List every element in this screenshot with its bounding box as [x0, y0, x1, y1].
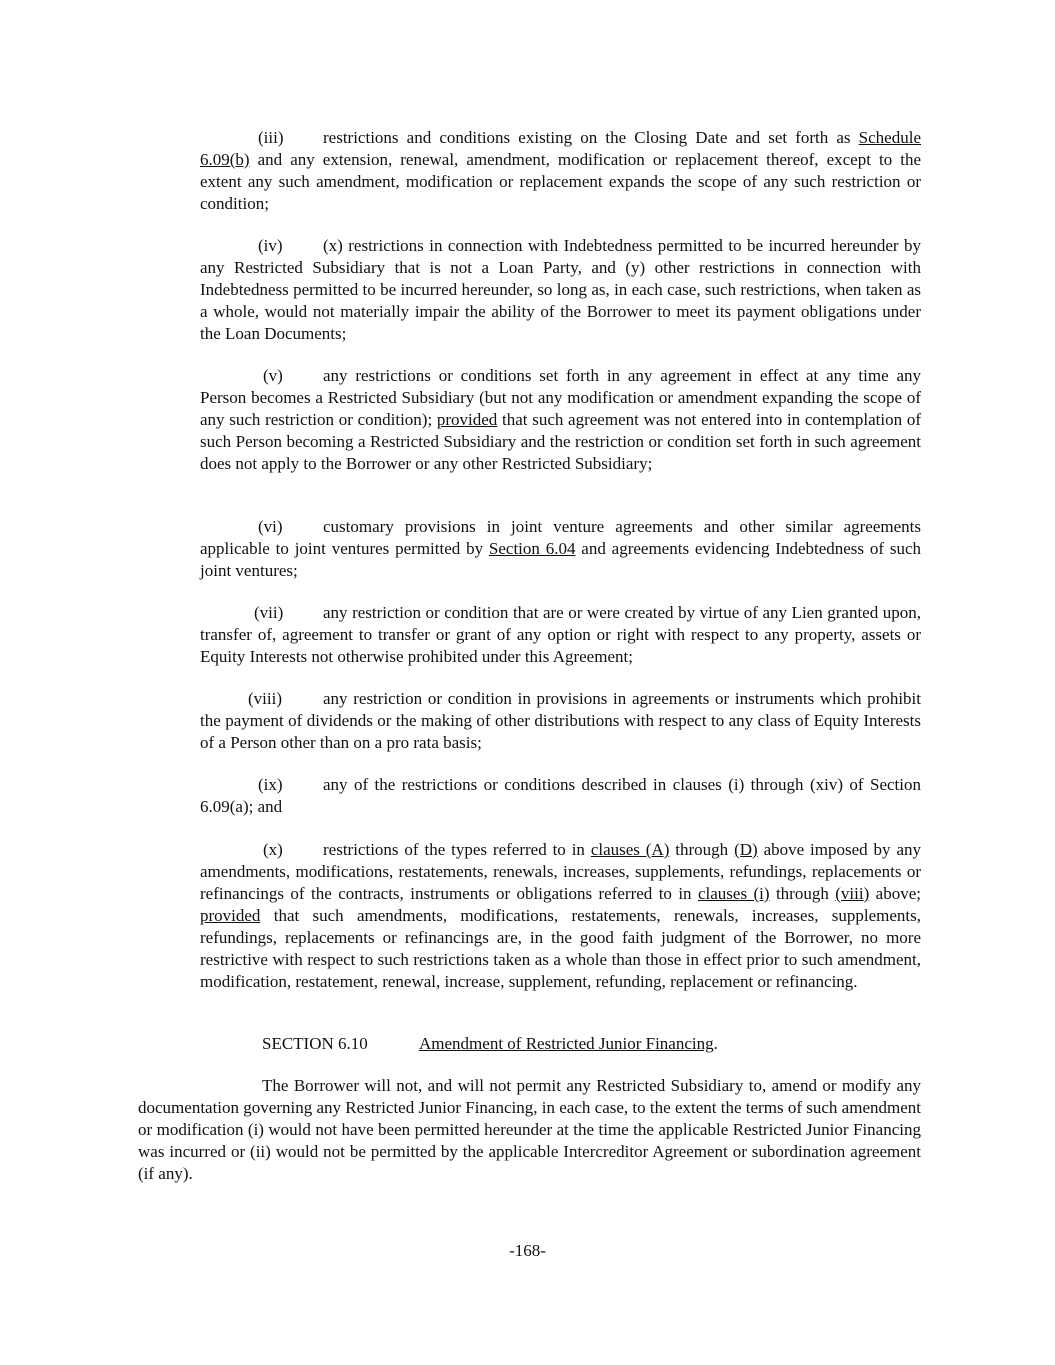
clause-text: (x) restrictions in connection with Indebtedness permitted to be incurred hereunder by any Restricted Subsidiary that is not a Loan Party, and (y) other restrictions in connection with Indebtedness permitted to be incurred hereunder, so long as, in each case, such restrictions, when taken as a whole, would not materially impair the ability of the Borrower to meet its payment obligations under the Loan Documents;: [200, 236, 921, 343]
clause-number: (viii): [248, 689, 282, 708]
clause-text: through: [769, 884, 836, 903]
section-body-paragraph: The Borrower will not, and will not permit any Restricted Subsidiary to, amend or modify any documentation governing any Restricted Junior Financing, in each case, to the extent the terms of such amendment or modification (i) would not have been permitted hereunder at the time the applicable Restricted Junior Financing was incurred or (ii) would not be permitted by the applicable Intercreditor Agreement or subordination agreement (if any).: [138, 1076, 921, 1183]
clause-number: (iv): [258, 236, 283, 255]
clause-text: that such agreement was not entered into in contemplation of such Person becoming a Restricted Subsidiary and the restriction or condition set forth in such agreement does not apply to the Borrower or any other Restricted Subsidiary;: [200, 410, 921, 473]
clause-text: any restriction or condition in provisions in agreements or instruments which prohibit the payment of dividends or the making of other distributions with respect to any class of Equity Interests of a Person other than on a pro rata basis;: [200, 689, 921, 752]
clause-number: (vi): [258, 517, 283, 536]
clause-vii: [200, 602, 921, 668]
clause-v: [200, 365, 921, 475]
clause-text: any restrictions or conditions set forth in any agreement in effect at any time any Person becomes a Restricted Subsidiary (but not any modification or amendment expanding the scope of any such restriction or condition);: [200, 366, 921, 429]
clause-number: (iii): [258, 128, 284, 147]
clause-number: (x): [263, 840, 283, 859]
schedule-reference: Schedule 6.09(b): [200, 128, 921, 169]
clause-text: customary provisions in joint venture agreements and other similar agreements applicable to joint ventures permitted by: [200, 517, 921, 558]
clause-number: (v): [263, 366, 283, 385]
clause-text: any restriction or condition that are or were created by virtue of any Lien granted upon, transfer of, agreement to transfer or grant of any option or right with respect to any property, assets or Equity Interests not otherwise prohibited under this Agreement;: [200, 603, 921, 666]
clause-text: any of the restrictions or conditions described in clauses (i) through (xiv) of Section 6.09(a); and: [200, 775, 921, 816]
section-title-period: .: [713, 1034, 718, 1053]
section-number: SECTION 6.10: [262, 1034, 368, 1053]
clause-text: through: [669, 840, 735, 859]
clause-reference: (viii): [835, 884, 870, 903]
clause-iii: [200, 127, 921, 215]
clause-iv: [200, 235, 921, 345]
clause-reference: clauses (A): [590, 840, 670, 859]
proviso-term: provided: [200, 906, 261, 925]
clause-text: above imposed by any amendments, modifications, restatements, renewals, increases, supplements, refundings, replacements or refinancings of the contracts, instruments or obligations referred to in: [200, 840, 921, 903]
clause-text: restrictions of the types referred to in: [323, 840, 591, 859]
section-title: Amendment of Restricted Junior Financing: [419, 1034, 714, 1053]
clause-x: [200, 839, 921, 993]
clause-text: above;: [869, 884, 921, 903]
clause-reference: (D): [734, 840, 758, 859]
clause-text: that such amendments, modifications, restatements, renewals, increases, supplements, refundings, replacements or refinancings are, in the good faith judgment of the Borrower, no more restrictive with respect to such restrictions taken as a whole than those in effect prior to such amendment, modification, restatement, renewal, increase, supplement, refunding, replacement or refinancing.: [200, 906, 921, 991]
section-reference: Section 6.04: [488, 539, 576, 558]
section-heading: [262, 1033, 718, 1055]
page-number: -168-: [509, 1241, 546, 1260]
proviso-term: provided: [436, 410, 498, 429]
clause-ix: [200, 774, 921, 818]
clause-viii: [200, 688, 921, 754]
clause-vi: [200, 516, 921, 582]
clause-text: and any extension, renewal, amendment, modification or replacement thereof, except to the extent any such amendment, modification or replacement expands the scope of any such restriction or condition;: [200, 150, 921, 213]
clause-number: (ix): [258, 775, 283, 794]
clause-text: and agreements evidencing Indebtedness of such joint ventures;: [200, 539, 921, 580]
clause-text: restrictions and conditions existing on the Closing Date and set forth as: [323, 128, 859, 147]
clause-number: (vii): [254, 603, 284, 622]
clause-reference: clauses (i): [697, 884, 770, 903]
